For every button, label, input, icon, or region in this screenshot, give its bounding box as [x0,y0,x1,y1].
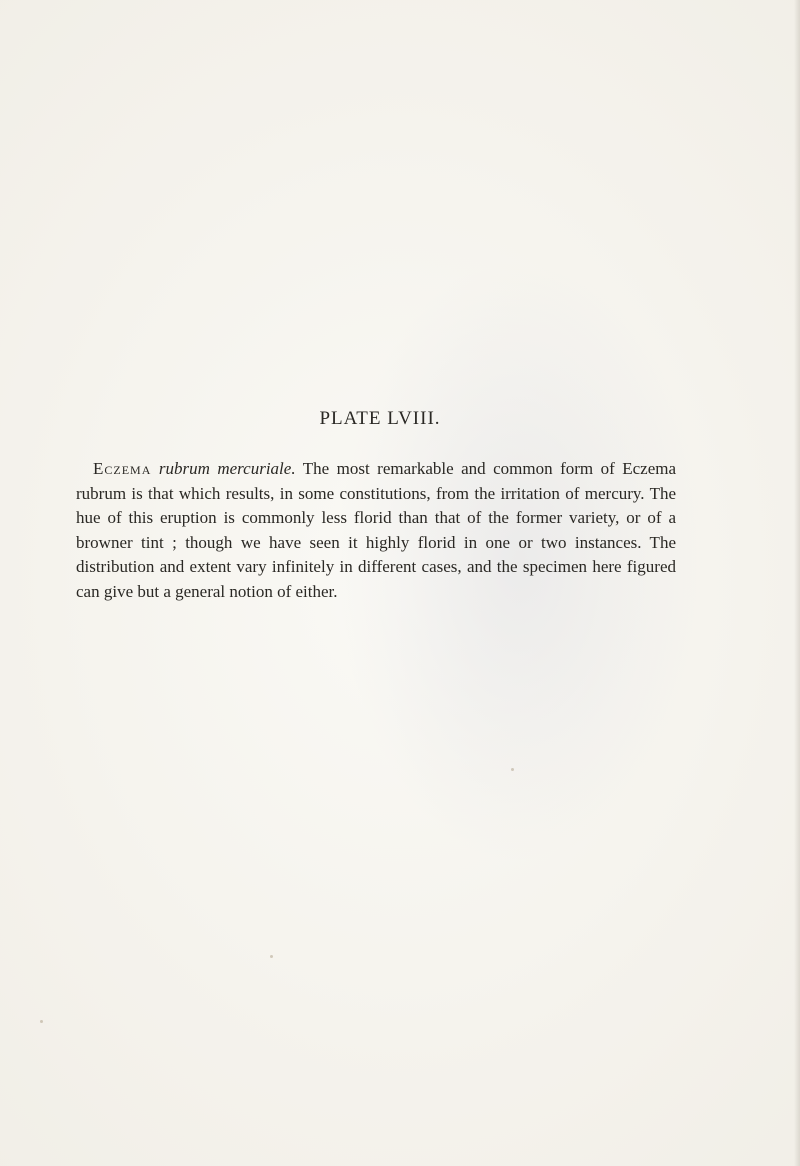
paper-speck [270,955,273,958]
paper-speck [511,768,514,771]
plate-title: PLATE LVIII. [319,408,441,429]
description-text: The most remarkable and common form of Eczema rubrum is that which results, in some constitutions, from the irritation of mercury. The hue of this eruption is commonly less florid than that of the former variety, or of a browner tint ; though we have seen it highly florid in one or two instances. The distribution and extent vary infinitely in different cases, and the specimen here figured can give but a general notion of either. [76,459,677,601]
species-name: rubrum mercuriale. [158,459,296,478]
plate-description [76,457,676,605]
paper-speck [40,1020,43,1023]
lead-word: Eczema [93,459,152,478]
page-edge-shadow [794,0,800,1166]
